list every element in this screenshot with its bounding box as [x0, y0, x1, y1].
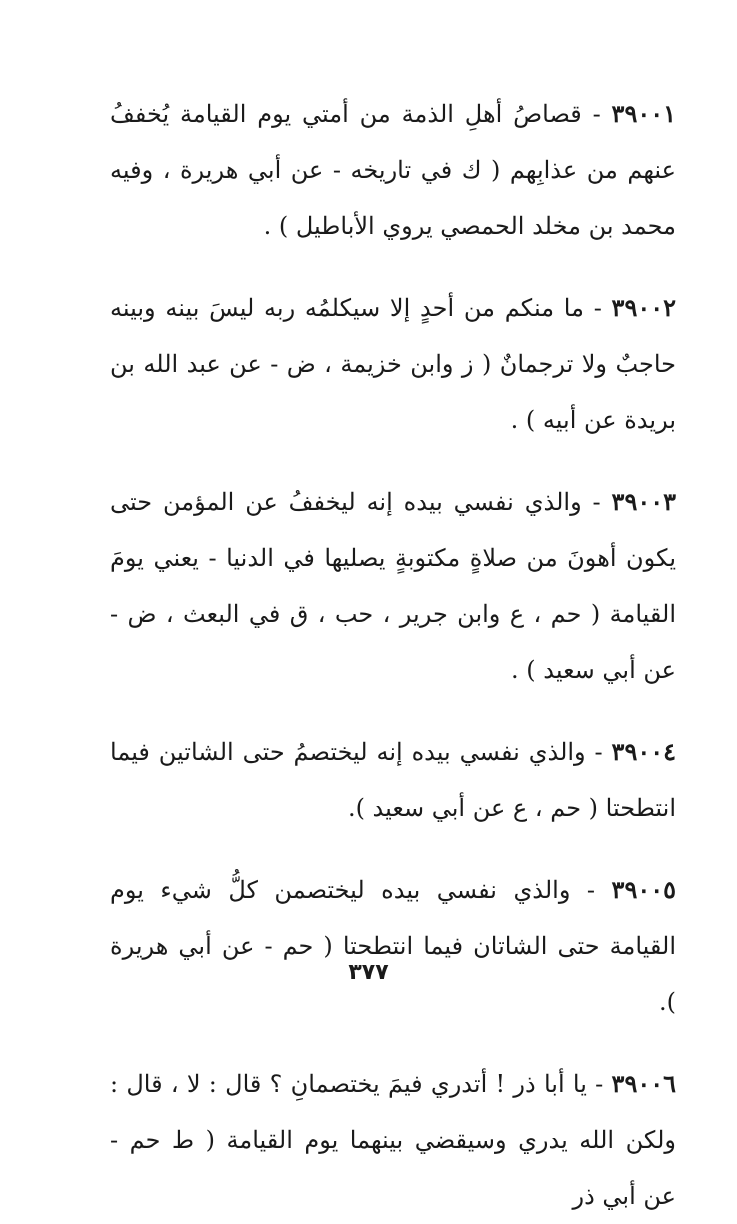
hadith-body: والذي نفسي بيده إنه ليخففُ عن المؤمن حتى يكون أهونَ من صلاةٍ مكتوبةٍ يصليها في الدنيا - يعني يومَ القيامة ( حم ، ع وابن جرير ، حب ، ق في البعث ، ض - عن أبي سعيد ) .	[110, 488, 676, 684]
hadith-number: ٣٩٠٠٥	[611, 875, 676, 904]
hadith-number: ٣٩٠٠٢	[611, 293, 676, 322]
hadith-entry-39004	[110, 724, 676, 836]
entry-dash: -	[586, 1070, 612, 1098]
hadith-number: ٣٩٠٠٦	[611, 1069, 676, 1098]
hadith-entry-39003	[110, 474, 676, 698]
page-number: ٣٧٧	[348, 960, 389, 985]
hadith-number: ٣٩٠٠٣	[611, 487, 676, 516]
hadith-text-block	[110, 86, 676, 1224]
hadith-body: قصاصُ أهلِ الذمة من أمتي يوم القيامة يُخففُ عنهم من عذابِهم ( ك في تاريخه - عن أبي هريرة ، وفيه محمد بن مخلد الحمصي يروي الأباطيل ) .	[110, 100, 676, 240]
entry-dash: -	[585, 738, 612, 766]
entry-dash: -	[581, 488, 612, 516]
hadith-body: ما منكم من أحدٍ إلا سيكلمُه ربه ليسَ بينه وبينه حاجبٌ ولا ترجمانٌ ( ز وابن خزيمة ، ض - عن عبد الله بن بريدة عن أبيه ) .	[110, 294, 676, 434]
hadith-entry-39001	[110, 86, 676, 254]
hadith-entry-39005	[110, 862, 676, 1030]
hadith-entry-39002	[110, 280, 676, 448]
hadith-body: يا أبا ذر ! أتدري فيمَ يختصمانِ ؟ قال : لا ، قال : ولكن الله يدري وسيقضي بينهما يوم القيامة ( ط حم - عن أبي ذر	[110, 1070, 676, 1210]
hadith-number: ٣٩٠٠١	[611, 99, 676, 128]
hadith-entry-39006	[110, 1056, 676, 1224]
entry-dash: -	[583, 294, 612, 322]
entry-dash: -	[581, 100, 612, 128]
entry-dash: -	[570, 876, 612, 904]
hadith-body: والذي نفسي بيده إنه ليختصمُ حتى الشاتين فيما انتطحتا ( حم ، ع عن أبي سعيد ).	[110, 738, 676, 822]
hadith-body: والذي نفسي بيده ليختصمن كلُّ شيء يوم القيامة حتى الشاتان فيما انتطحتا ( حم - عن أبي هريرة ).	[110, 876, 676, 1016]
hadith-number: ٣٩٠٠٤	[611, 737, 676, 766]
